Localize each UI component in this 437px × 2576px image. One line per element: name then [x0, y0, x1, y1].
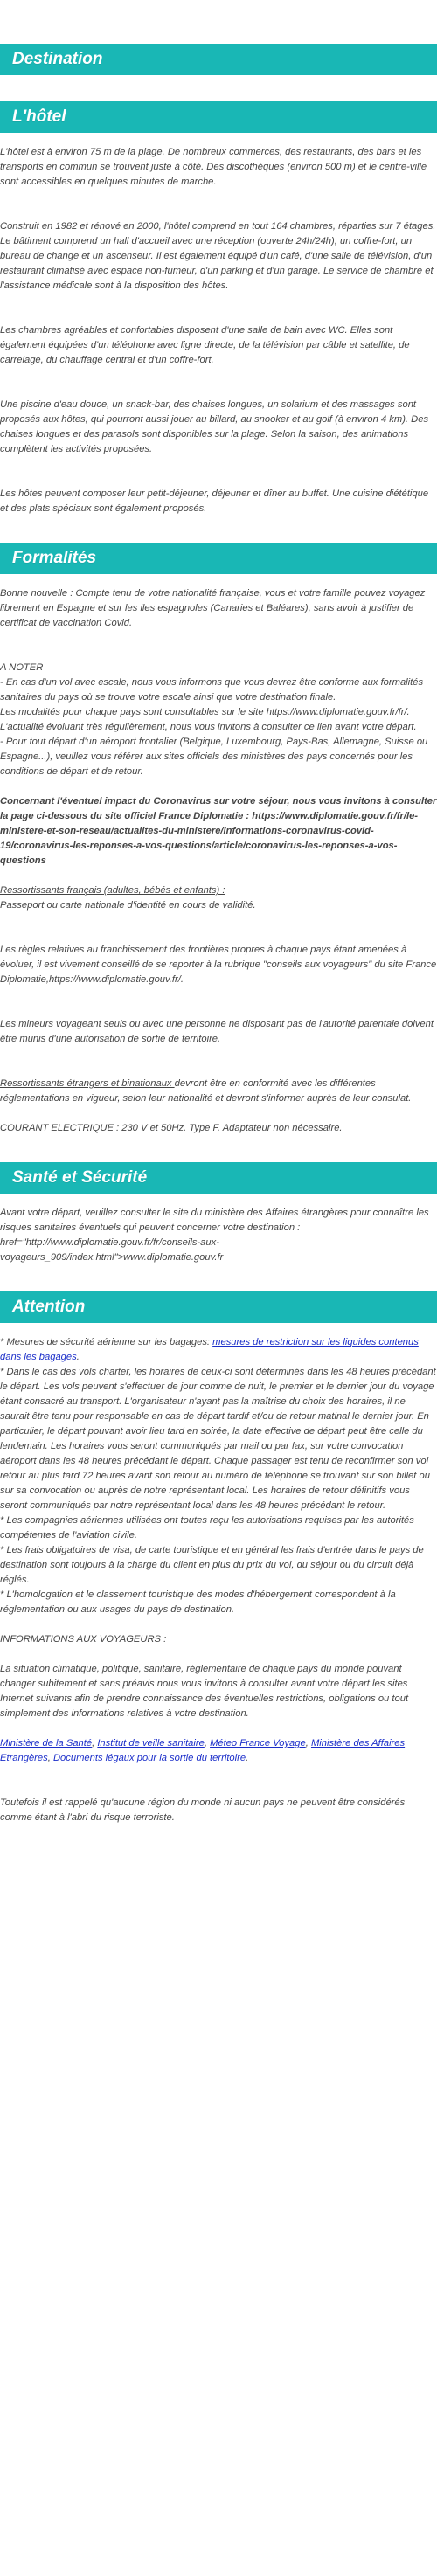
link-documents-legaux[interactable]: Documents légaux pour la sortie du territoire: [52, 1753, 246, 1763]
section-title-hotel: L'hôtel: [0, 101, 437, 133]
formalites-ressortissants-etrangers: [0, 1077, 437, 1106]
hotel-paragraph-3: Les chambres agréables et confortables disposent d'une salle de bain avec WC. Elles sont également équipées d'un téléphone avec ligne directe, de la télévision par câble et satellite, de carrelage, du chauffage central et d'un coffre-fort.: [0, 325, 410, 365]
formalites-note-modalites: Les modalités pour chaque pays sont consultables sur le site https://www.diplomatie.gouv.fr/fr/. L'actualité évoluant très régulièrement, nous vous invitons à consulter ce lien avant votre départ.: [0, 707, 417, 732]
hotel-paragraph-2: Construit en 1982 et rénové en 2000, l'hôtel comprend en tout 164 chambres, réparties sur 7 étages. Le bâtiment comprend un hall d'accueil avec une réception (ouverte 24h/24h), un coffre-fort, un bureau de change et un ascenseur. Il est également équipé d'un café, d'une salle de télévision, d'un restaurant climatisé avec espace non-fumeur, d'un parking et d'un garage. Le service de chambre et l'assistance médicale sont à la disposition des hôtes.: [0, 221, 436, 291]
hotel-paragraph-1: L'hôtel est à environ 75 m de la plage. De nombreux commerces, des restaurants, des bars et les transports en commun se trouvent juste à côté. Des discothèques (environ 500 m) et le centre-ville sont accessibles en quelques minutes de marche.: [0, 147, 427, 187]
link-end: .: [246, 1753, 249, 1763]
formalites-content: [0, 574, 437, 1136]
link-mesures-restriction[interactable]: mesures de restriction sur les liquides contenus dans les bagages: [0, 1337, 419, 1362]
section-title-destination: Destination: [0, 44, 437, 75]
link-separator: ,: [204, 1738, 211, 1748]
attention-compagnies: * Les compagnies aériennes utilisées ont toutes reçu les autorisations requises par les autorités compétentes de l'aviation civile.: [0, 1515, 414, 1541]
section-attention: [0, 1291, 437, 1825]
section-title-attention: Attention: [0, 1291, 437, 1323]
sante-paragraph: Avant votre départ, veuillez consulter le site du ministère des Affaires étrangères pour connaître les risques sanitaires éventuels qui peuvent concerner votre destination : href="http://www.diplomatie.gouv.fr/fr/conseils-aux-voyageurs_909/index.html">www.diplomatie.gouv.fr: [0, 1208, 429, 1263]
formalites-courant-electrique: COURANT ELECTRIQUE : 230 V et 50Hz. Type F. Adaptateur non nécessaire.: [0, 1123, 343, 1133]
formalites-mineurs: Les mineurs voyageant seuls ou avec une personne ne disposant pas de l'autorité parentale doivent être munis d'une autorisation de sortie de territoire.: [0, 1019, 434, 1044]
link-ministere-sante[interactable]: Ministère de la Santé: [0, 1738, 93, 1748]
attention-mesures-prefix: * Mesures de sécurité aérienne sur les bagages:: [0, 1337, 213, 1347]
section-title-sante: Santé et Sécurité: [0, 1162, 437, 1194]
formalites-note-aeroport: - Pour tout départ d'un aéroport frontalier (Belgique, Luxembourg, Pays-Bas, Allemagne, Suisse ou Espagne...), veuillez vous référer aux sites officiels des ministères des pays concernés pour les conditions de départ et de retour.: [0, 737, 428, 777]
formalites-note-escale: - En cas d'un vol avec escale, nous vous informons que vous devrez être conforme aux formalités sanitaires du pays où se trouve votre escale ainsi que votre destination finale.: [0, 677, 424, 703]
link-ministere-affaires-etrangeres[interactable]: Ministère des Affaires Etrangères: [0, 1738, 406, 1763]
link-institut-veille-sanitaire[interactable]: Institut de veille sanitaire: [97, 1738, 205, 1748]
formalites-coronavirus: Concernant l'éventuel impact du Coronavirus sur votre séjour, nous vous invitons à consulter la page ci-dessous du site officiel France Diplomatie : https://www.diplomatie.gouv.fr/fr/le-ministere-et-son-reseau/actualites-du-ministere/informations-coronavirus-covid-19/coronavirus-les-reponses-a-vos-questions/article/coronavirus-les-reponses-a-vos-questions: [0, 796, 437, 866]
section-title-formalites: Formalités: [0, 543, 437, 574]
attention-mesures: [0, 1335, 437, 1365]
sante-content: [0, 1194, 437, 1265]
formalites-ressortissants-etr-text: devront être en conformité avec les différentes réglementations en vigueur, selon leur nationalité et devront s'informer auprès de leur consulat.: [0, 1078, 412, 1104]
attention-frais: * Les frais obligatoires de visa, de carte touristique et en général les frais d'entrée dans le pays de destination sont toujours à la charge du client en plus du prix du vol, du séjour ou du circuit déjà réglés.: [0, 1545, 424, 1585]
link-separator: ,: [305, 1738, 311, 1748]
section-sante: [0, 1162, 437, 1265]
attention-infos-title: INFORMATIONS AUX VOYAGEURS :: [0, 1634, 167, 1645]
attention-vols-charter: * Dans le cas des vols charter, les horaires de ceux-ci sont déterminés dans les 48 heures précédant le départ. Les vols peuvent s'effectuer de jour comme de nuit, le premier et le dernier jour du voyage étant consacré au transport. L'organisateur n'ayant pas la maîtrise du choix des horaires, il ne saurait être tenu pour responsable en cas de départ tardif et/ou de retour matinal le dernier jour. En particulier, le départ pouvant avoir lieu tard en soirée, la date effective de départ peut être celle du lendemain. Les horaires vous seront communiqués par mail ou par fax, sur votre convocation aéroport dans les 48 heures précédant le départ. Chaque passager est tenu de reconfirmer son vol retour au plus tard 72 heures avant son retour au numéro de téléphone se trouvant sur son billet ou sur sa convocation ou auprès de notre représentant local. Les horaires de retour définitifs vous seront communiqués par notre représentant local dans les 48 heures précédant le retour.: [0, 1367, 436, 1511]
section-destination: [0, 44, 437, 75]
formalites-bonne-nouvelle: Bonne nouvelle : Compte tenu de votre nationalité française, vous et votre famille pouvez voyagez librement en Espagne et sur les iles espagnoles (Canaries et Baléares), sans avoir à justifier de certificat de vaccination Covid.: [0, 588, 426, 628]
formalites-note-title: A NOTER: [0, 662, 44, 673]
page: [0, 44, 437, 1834]
hotel-paragraph-5: Les hôtes peuvent composer leur petit-déjeuner, déjeuner et dîner au buffet. Une cuisine diététique et des plats spéciaux sont également proposés.: [0, 488, 429, 514]
attention-homologation: * L'homologation et le classement touristique des modes d'hébergement correspondent à la réglementation ou aux usages du pays de destination.: [0, 1589, 396, 1615]
link-separator: ,: [47, 1753, 53, 1763]
hotel-paragraph-4: Une piscine d'eau douce, un snack-bar, des chaises longues, un solarium et des massages sont proposés aux hôtes, qui pourront aussi jouer au billard, au snooker et au golf (à environ 4 km). Des chaises longues et des parasols sont disponibles sur la plage. Selon la saison, des animations complètent les activités proposées.: [0, 399, 429, 454]
attention-links: [0, 1736, 437, 1766]
formalites-regles: Les règles relatives au franchissement des frontières propres à chaque pays étant amenées à évoluer, il est vivement conseillé de se reporter à la rubrique "conseils aux voyageurs" du site France Diplomatie,https://www.diplomatie.gouv.fr/.: [0, 945, 437, 985]
link-separator: ,: [92, 1738, 98, 1748]
section-formalites: [0, 543, 437, 1136]
attention-final: Toutefois il est rappelé qu'aucune région du monde ni aucun pays ne peuvent être considérés comme étant à l'abri du risque terroriste.: [0, 1797, 406, 1823]
formalites-ressortissants-fr-heading: Ressortissants français (adultes, bébés et enfants) :: [0, 885, 225, 896]
formalites-ressortissants-fr-text: Passeport ou carte nationale d'identité en cours de validité.: [0, 900, 256, 911]
attention-content: [0, 1323, 437, 1825]
link-meteo-france-voyage[interactable]: Méteo France Voyage: [210, 1738, 306, 1748]
attention-mesures-suffix: .: [76, 1352, 80, 1362]
formalites-ressortissants-etr-heading: Ressortissants étrangers et binationaux: [0, 1078, 175, 1089]
hotel-content: [0, 133, 437, 516]
section-hotel: [0, 101, 437, 516]
attention-situation: La situation climatique, politique, sanitaire, réglementaire de chaque pays du monde pouvant changer subitement et sans préavis nous vous invitons à consulter avant votre départ les sites Internet suivants afin de prendre connaissance des éventuelles restrictions, obligations ou tout simplement des informations relatives à votre destination.: [0, 1664, 409, 1719]
